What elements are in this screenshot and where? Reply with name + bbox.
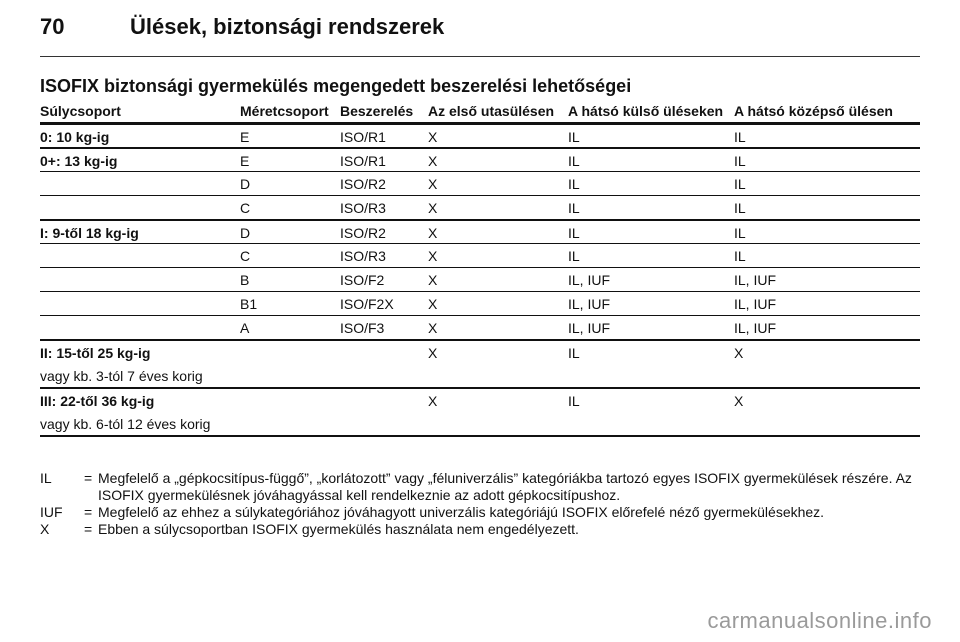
- weight-group-cell: [40, 172, 240, 196]
- table-row: [40, 220, 920, 244]
- table-row: [40, 388, 920, 436]
- page-header: [40, 10, 920, 46]
- table-cell: ISO/F2: [340, 268, 428, 292]
- table-cell: IL, IUF: [734, 268, 920, 292]
- table-cell: IL: [734, 196, 920, 220]
- table-cell: X: [428, 196, 568, 220]
- legend-equals: =: [84, 521, 93, 537]
- table-body: [40, 124, 920, 436]
- table-cell: X: [428, 268, 568, 292]
- table-row: [40, 196, 920, 220]
- weight-group-cell: [40, 124, 240, 148]
- legend-key: IUF: [40, 504, 63, 520]
- table-cell: X: [428, 220, 568, 244]
- legend-item: [40, 521, 920, 538]
- weight-group-cell: [40, 268, 240, 292]
- table-cell: IL: [734, 172, 920, 196]
- column-header: Az első utasülésen: [428, 104, 568, 124]
- column-header: Súlycsoport: [40, 104, 240, 124]
- table-cell: IL: [568, 124, 734, 148]
- weight-group-cell: [40, 244, 240, 268]
- weight-group-cell: [40, 196, 240, 220]
- table-row: [40, 148, 920, 172]
- column-header: A hátsó középső ülésen: [734, 104, 920, 124]
- page-title: Ülések, biztonsági rendszerek: [130, 14, 445, 39]
- table-cell: IL: [734, 148, 920, 172]
- table-cell: ISO/R2: [340, 220, 428, 244]
- legend-item: [40, 470, 920, 504]
- table-cell: IL: [568, 388, 734, 436]
- table-cell: ISO/R1: [340, 124, 428, 148]
- table-cell: IL, IUF: [568, 268, 734, 292]
- table-cell: IL: [568, 340, 734, 388]
- legend-equals: =: [84, 470, 93, 486]
- table-cell: [240, 340, 340, 388]
- table-row: [40, 316, 920, 340]
- watermark: carmanualsonline.info: [707, 608, 932, 633]
- age-note: vagy kb. 6-tól 12 éves korig: [40, 415, 211, 432]
- table-cell: C: [240, 244, 340, 268]
- table-cell: ISO/F2X: [340, 292, 428, 316]
- table-cell: ISO/R2: [340, 172, 428, 196]
- table-cell: X: [734, 388, 920, 436]
- table-cell: [240, 388, 340, 436]
- table-cell: IL: [568, 148, 734, 172]
- table-cell: X: [734, 340, 920, 388]
- table-cell: B1: [240, 292, 340, 316]
- table-cell: X: [428, 172, 568, 196]
- header-divider: [40, 56, 920, 57]
- legend-text: Ebben a súlycsoportban ISOFIX gyermekülés használata nem engedélyezett.: [98, 521, 579, 537]
- legend-key: IL: [40, 470, 52, 486]
- weight-group-cell: [40, 220, 240, 244]
- table-cell: X: [428, 292, 568, 316]
- table-cell: IL: [734, 124, 920, 148]
- table-cell: ISO/R1: [340, 148, 428, 172]
- table-cell: X: [428, 340, 568, 388]
- table-cell: [340, 388, 428, 436]
- weight-group-cell: [40, 148, 240, 172]
- table-cell: IL: [568, 220, 734, 244]
- table-row: [40, 124, 920, 148]
- table-cell: A: [240, 316, 340, 340]
- table-cell: X: [428, 244, 568, 268]
- legend: [40, 470, 920, 538]
- table-row: [40, 292, 920, 316]
- table-cell: ISO/R3: [340, 244, 428, 268]
- table-cell: IL: [568, 244, 734, 268]
- weight-group-cell: [40, 316, 240, 340]
- weight-group-label: III: 22-től 36 kg-ig: [40, 392, 155, 409]
- legend-key: X: [40, 521, 50, 537]
- table-cell: X: [428, 148, 568, 172]
- table-cell: IL: [734, 244, 920, 268]
- table-cell: IL, IUF: [734, 316, 920, 340]
- table-cell: B: [240, 268, 340, 292]
- table-cell: X: [428, 124, 568, 148]
- page-number: 70: [40, 14, 65, 39]
- column-header: A hátsó külső üléseken: [568, 104, 734, 124]
- table-row: [40, 340, 920, 388]
- legend-text: Megfelelő a „gépkocsitípus-függő”, „korlátozott” vagy „féluniverzális” kategóriákba tartozó egyes ISOFIX gyermekülések részére. Az ISOFIX gyermekülésnek jóváhagyással kell rendelkeznie az adott gépkocsitípushoz.: [98, 470, 912, 503]
- isofix-table: [40, 104, 920, 437]
- age-note: vagy kb. 3-tól 7 éves korig: [40, 367, 203, 384]
- table-cell: X: [428, 316, 568, 340]
- legend-text: Megfelelő az ehhez a súlykategóriához jóváhagyott univerzális kategóriájú ISOFIX előrefelé néző gyermekülésekhez.: [98, 504, 825, 520]
- table-cell: E: [240, 148, 340, 172]
- table-cell: E: [240, 124, 340, 148]
- table-cell: IL, IUF: [734, 292, 920, 316]
- table-cell: C: [240, 196, 340, 220]
- table-cell: ISO/R3: [340, 196, 428, 220]
- table-cell: IL, IUF: [568, 316, 734, 340]
- table-row: [40, 172, 920, 196]
- table-cell: ISO/F3: [340, 316, 428, 340]
- table-cell: X: [428, 388, 568, 436]
- legend-equals: =: [84, 504, 93, 520]
- weight-group-label: 0+: 13 kg-ig: [40, 152, 118, 169]
- weight-group-cell: [40, 340, 240, 388]
- weight-group-label: 0: 10 kg-ig: [40, 129, 110, 145]
- weight-group-cell: [40, 388, 240, 436]
- table-cell: D: [240, 220, 340, 244]
- table-cell: IL: [568, 172, 734, 196]
- table-header-row: [40, 104, 920, 124]
- weight-group-label: II: 15-től 25 kg-ig: [40, 344, 151, 361]
- weight-group-cell: [40, 292, 240, 316]
- weight-group-label: I: 9-től 18 kg-ig: [40, 224, 139, 241]
- column-header: Beszerelés: [340, 104, 428, 124]
- table-row: [40, 244, 920, 268]
- column-header: Méretcsoport: [240, 104, 340, 124]
- legend-item: [40, 504, 920, 521]
- table-cell: IL: [734, 220, 920, 244]
- table-cell: IL, IUF: [568, 292, 734, 316]
- table-row: [40, 268, 920, 292]
- table-cell: IL: [568, 196, 734, 220]
- table-cell: [340, 340, 428, 388]
- table-cell: D: [240, 172, 340, 196]
- section-title: ISOFIX biztonsági gyermekülés megengedett beszerelési lehetőségei: [40, 76, 632, 96]
